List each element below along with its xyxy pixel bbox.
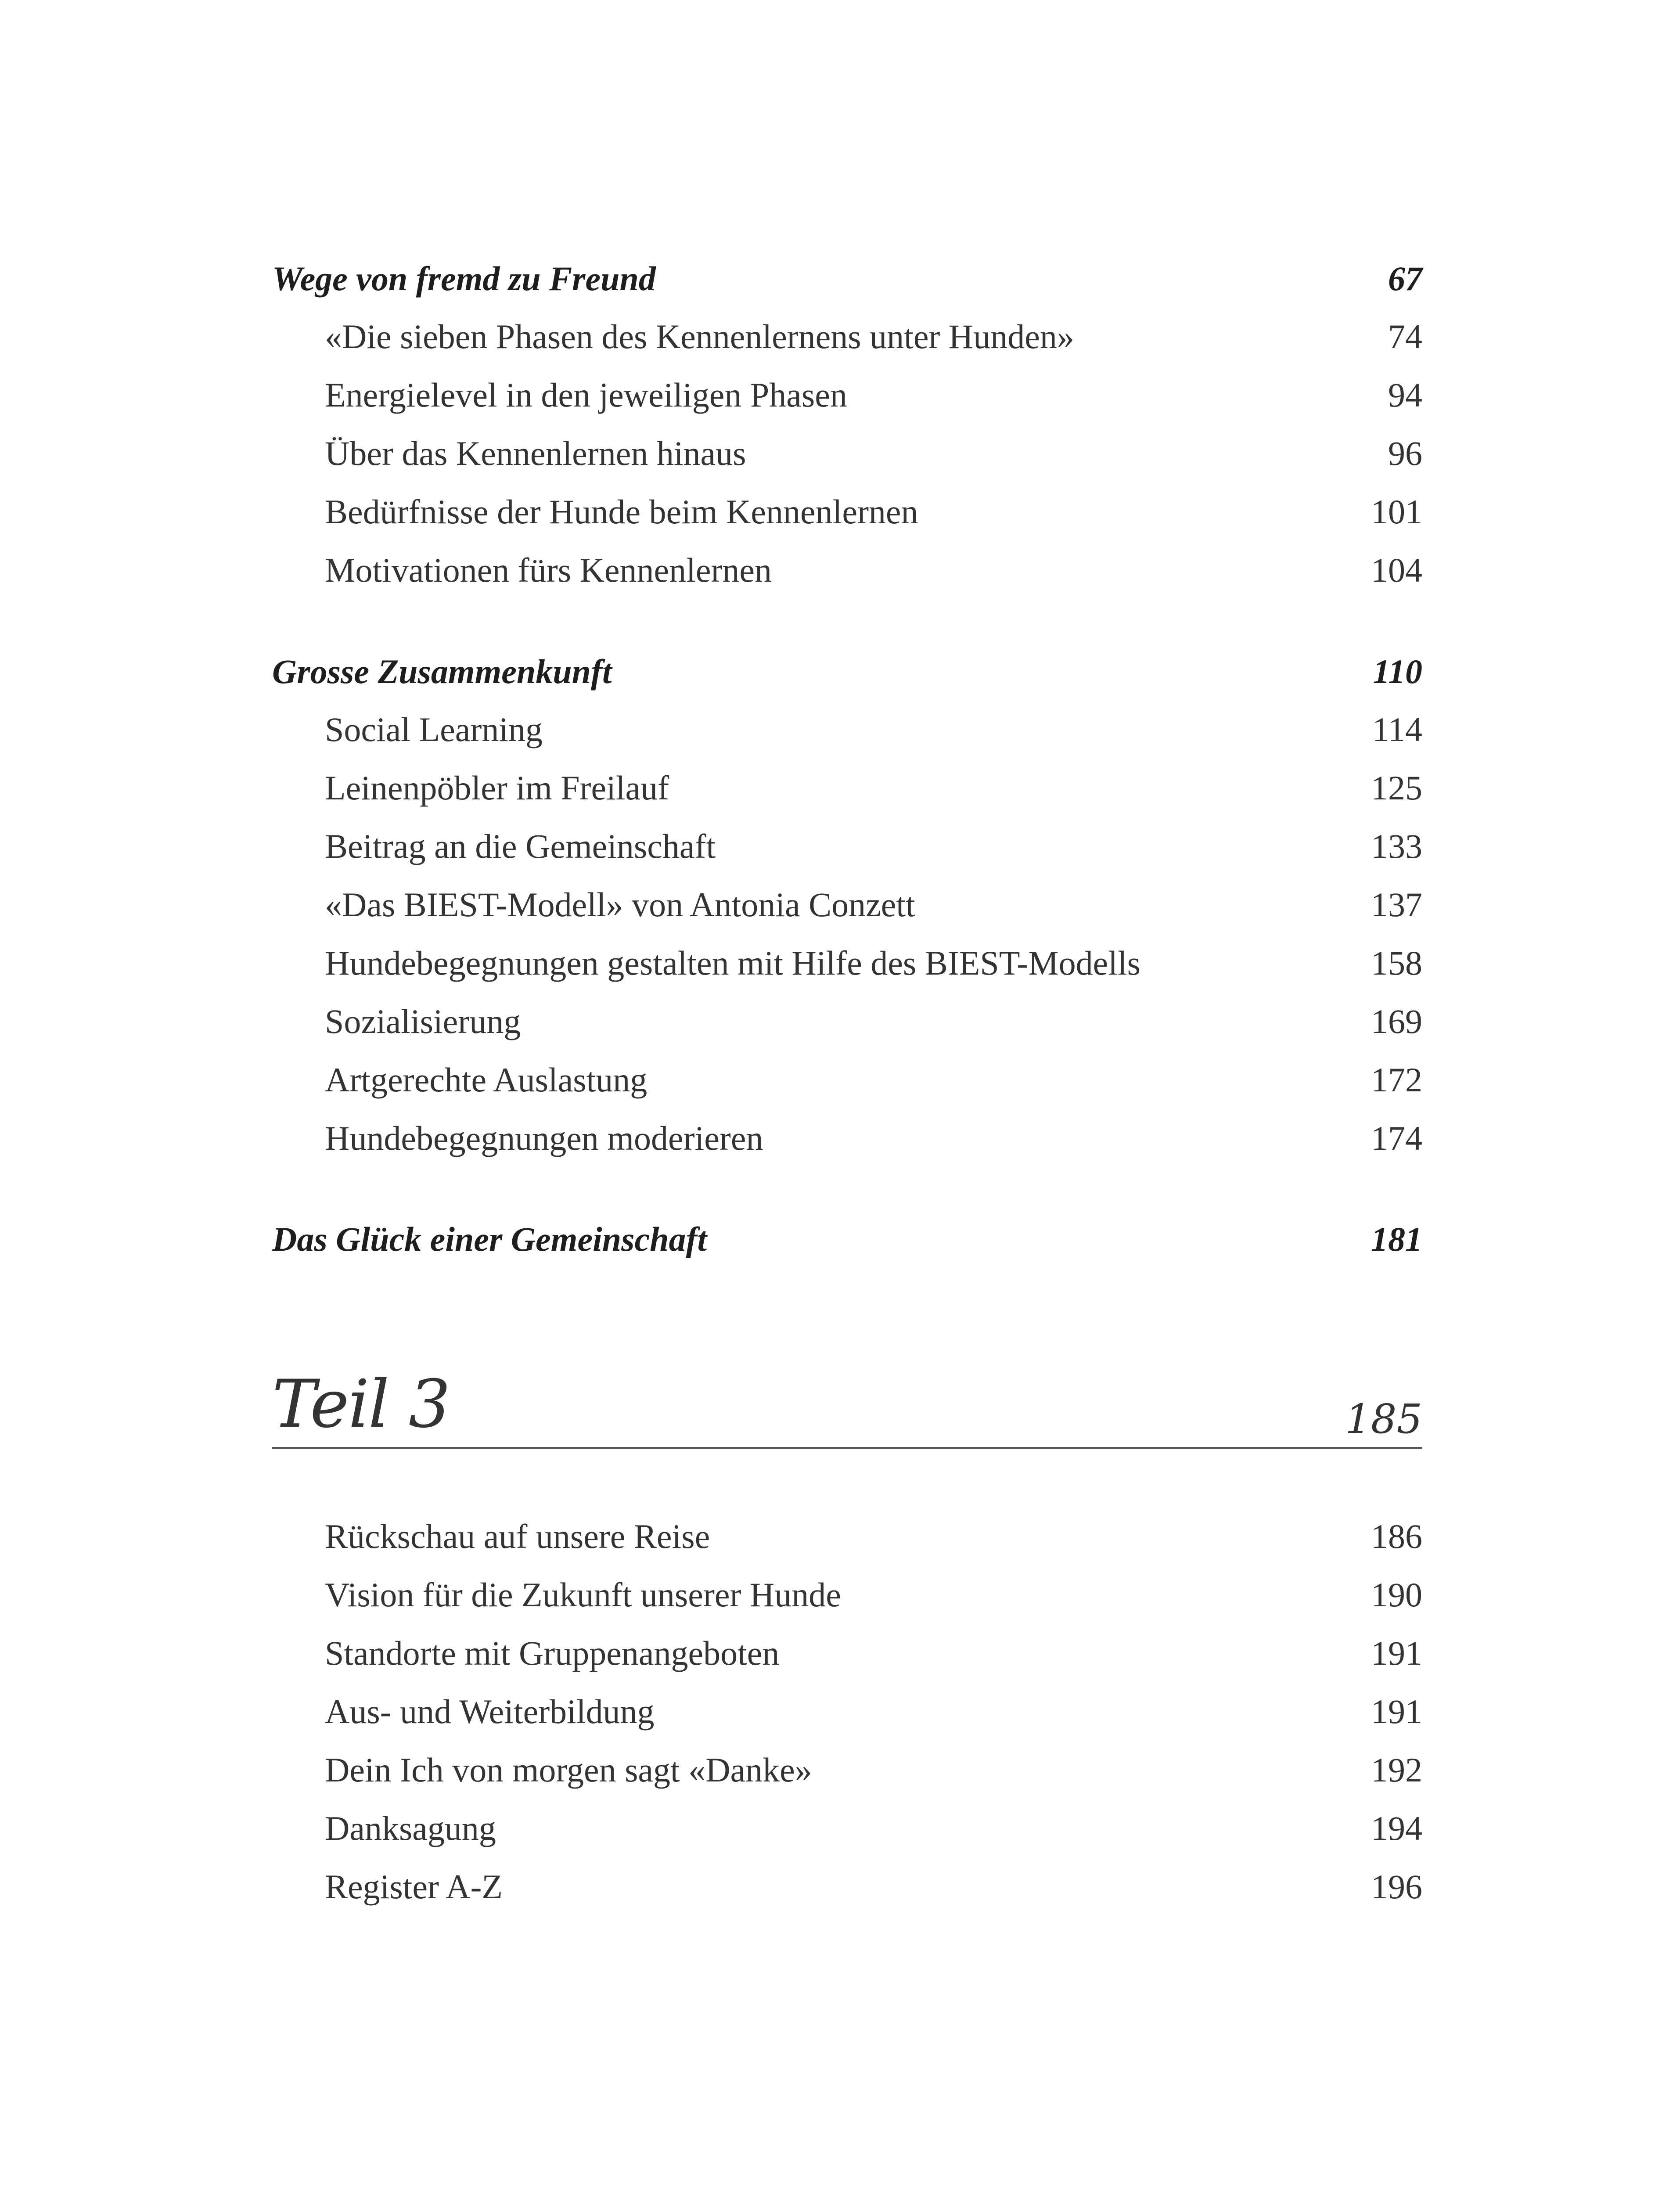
toc-entry[interactable] [272, 551, 1422, 603]
toc-entry[interactable] [272, 1634, 1422, 1686]
toc-entry[interactable] [272, 434, 1422, 486]
entry-title: «Das BIEST-Modell» von Antonia Conzett [325, 885, 915, 924]
toc-entry[interactable] [272, 1119, 1422, 1171]
toc-section-heading[interactable] [272, 259, 1422, 312]
toc-entry[interactable] [272, 710, 1422, 763]
entry-title: Register A-Z [325, 1868, 503, 1906]
entry-title: Hundebegegnungen moderieren [325, 1119, 763, 1157]
toc-entry[interactable] [272, 885, 1422, 938]
entry-title: Social Learning [325, 710, 543, 748]
entry-page-number: 133 [1371, 827, 1422, 865]
entry-page-number: 101 [1371, 493, 1422, 531]
toc-entry[interactable] [272, 1809, 1422, 1861]
entry-page-number: 186 [1371, 1517, 1422, 1555]
part-page-number: 185 [1345, 1396, 1422, 1443]
section-page-number: 110 [1373, 652, 1422, 691]
entry-page-number: 174 [1371, 1119, 1422, 1157]
toc-entry[interactable] [272, 1692, 1422, 1745]
entry-title: «Die sieben Phasen des Kennenlernens unter Hunden» [325, 317, 1074, 356]
entry-title: Vision für die Zukunft unserer Hunde [325, 1576, 841, 1614]
toc-entry[interactable] [272, 1002, 1422, 1054]
entry-page-number: 94 [1388, 376, 1422, 414]
toc-entry[interactable] [272, 943, 1422, 996]
entry-title: Danksagung [325, 1809, 496, 1847]
entry-page-number: 192 [1371, 1751, 1422, 1789]
entry-title: Sozialisierung [325, 1002, 521, 1040]
toc-entry[interactable] [272, 1060, 1422, 1113]
toc-entry[interactable] [272, 1575, 1422, 1628]
entry-page-number: 96 [1388, 434, 1422, 472]
section-title: Grosse Zusammenkunft [272, 652, 612, 691]
toc-section-heading[interactable] [272, 1220, 1422, 1272]
section-title: Das Glück einer Gemeinschaft [272, 1220, 707, 1258]
entry-page-number: 191 [1371, 1634, 1422, 1672]
entry-title: Energielevel in den jeweiligen Phasen [325, 376, 847, 414]
toc-entry[interactable] [272, 1517, 1422, 1569]
entry-title: Rückschau auf unsere Reise [325, 1517, 710, 1555]
entry-title: Leinenpöbler im Freilauf [325, 769, 669, 807]
toc-entry[interactable] [272, 1750, 1422, 1803]
section-page-number: 67 [1388, 259, 1422, 298]
part-label: Teil 3 [272, 1366, 450, 1443]
section-title: Wege von fremd zu Freund [272, 259, 656, 298]
entry-page-number: 137 [1371, 885, 1422, 924]
entry-page-number: 114 [1372, 710, 1422, 748]
entry-page-number: 190 [1371, 1576, 1422, 1614]
entry-page-number: 196 [1371, 1868, 1422, 1906]
entry-title: Motivationen fürs Kennenlernen [325, 551, 772, 589]
entry-title: Über das Kennenlernen hinaus [325, 434, 746, 472]
entry-page-number: 194 [1371, 1809, 1422, 1847]
entry-page-number: 125 [1371, 769, 1422, 807]
entry-title: Artgerechte Auslastung [325, 1061, 648, 1099]
toc-entry[interactable] [272, 1867, 1422, 1920]
part-heading[interactable] [272, 1357, 1422, 1449]
entry-title: Standorte mit Gruppenangeboten [325, 1634, 780, 1672]
entry-page-number: 191 [1371, 1692, 1422, 1731]
entry-page-number: 169 [1371, 1002, 1422, 1040]
entry-title: Hundebegegnungen gestalten mit Hilfe des BIEST-Modells [325, 944, 1140, 982]
toc-entry[interactable] [272, 827, 1422, 879]
toc-entry[interactable] [272, 492, 1422, 545]
toc-entry[interactable] [272, 375, 1422, 428]
entry-title: Dein Ich von morgen sagt «Danke» [325, 1751, 812, 1789]
section-page-number: 181 [1371, 1220, 1422, 1258]
toc-section-heading[interactable] [272, 652, 1422, 705]
entry-title: Beitrag an die Gemeinschaft [325, 827, 716, 865]
entry-title: Bedürfnisse der Hunde beim Kennenlernen [325, 493, 918, 531]
entry-page-number: 104 [1371, 551, 1422, 589]
toc-entry[interactable] [272, 317, 1422, 370]
entry-title: Aus- und Weiterbildung [325, 1692, 655, 1731]
entry-page-number: 158 [1371, 944, 1422, 982]
entry-page-number: 74 [1388, 317, 1422, 356]
toc-entry[interactable] [272, 768, 1422, 821]
entry-page-number: 172 [1371, 1061, 1422, 1099]
